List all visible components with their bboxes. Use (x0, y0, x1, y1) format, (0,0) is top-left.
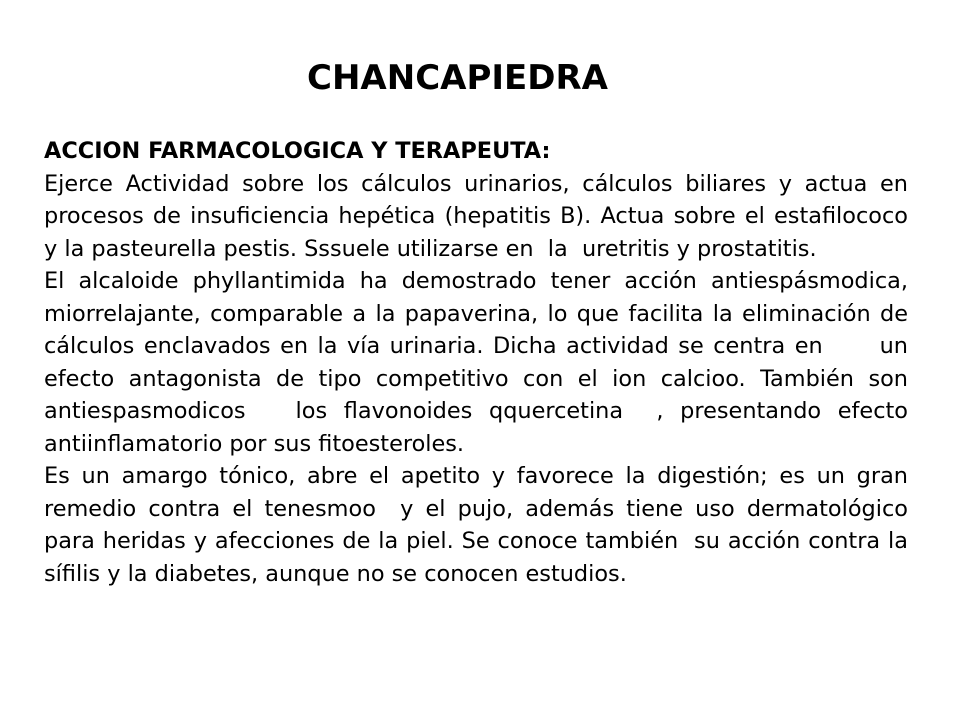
slide-body (44, 135, 930, 590)
paragraph-activity: Ejerce Actividad sobre los cálculos urinarios, cálculos biliares y actua en procesos de insuficiencia hepética (hepatitis B). Actua sobre el estafilococo y la pasteurella pestis. Sssuele utilizarse en la uretritis y prostatitis. (44, 170, 916, 262)
page-title: CHANCAPIEDRA (307, 58, 608, 98)
paragraph-alkaloid: El alcaloide phyllantimida ha demostrado tener acción antiespásmodica, miorrelajante, comparable a la papaverina, lo que facilita la eliminación de cálculos enclavados en la vía urinaria. Dicha actividad se centra en un efecto antagonista de tipo competitivo con el ion calcioo. También son antiespasmodicos los flavonoides qquercetina , presentando efecto antiinflamatorio por sus fitoesteroles. (44, 268, 916, 457)
paragraph-uses: Es un amargo tónico, abre el apetito y favorece la digestión; es un gran remedio contra el tenesmoo y el pujo, además tiene uso dermatológico para heridas y afecciones de la piel. Se conoce también su acción contra la sífilis y la diabetes, aunque no se conocen estudios. (44, 463, 930, 587)
section-heading: ACCION FARMACOLOGICA Y TERAPEUTA: (44, 138, 551, 164)
